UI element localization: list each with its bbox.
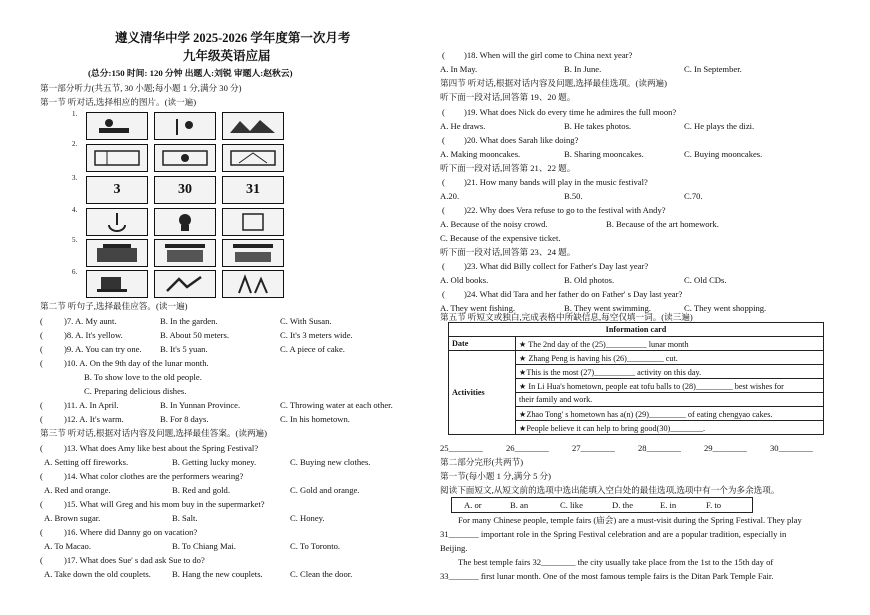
sec5-heading: 第五节 听短文或独白,完成表格中所缺信息,每空仅填一词。(读三遍) bbox=[440, 312, 693, 322]
calendar-day: 3 bbox=[113, 182, 121, 197]
q13-a[interactable]: A. Setting off fireworks. bbox=[44, 457, 129, 467]
choice-d: D. the bbox=[612, 500, 634, 510]
q17-b[interactable]: B. Hang the new couplets. bbox=[172, 569, 263, 579]
q19-a[interactable]: A. He draws. bbox=[440, 121, 486, 131]
picture-option[interactable] bbox=[86, 239, 148, 267]
q15-stem: )15. What will Greg and his mom buy in the supermarket? bbox=[64, 499, 265, 509]
picture-option[interactable] bbox=[86, 208, 148, 236]
q12-b[interactable]: B. For 8 days. bbox=[160, 414, 209, 424]
zoo-picture[interactable] bbox=[222, 239, 284, 267]
activity-row: ★ In Li Hua's hometown, people eat tofu balls to (28)_________ best wishes for bbox=[516, 379, 824, 393]
q22-stem: )22. Why does Vera refuse to go to the festival with Andy? bbox=[464, 205, 666, 215]
picture-option[interactable] bbox=[222, 270, 284, 298]
row-label-6: 6. bbox=[72, 268, 78, 276]
picture-option[interactable] bbox=[222, 144, 284, 172]
exam-title: 遵义清华中学 2025-2026 学年度第一次月考 bbox=[115, 31, 351, 45]
choice-c: C. like bbox=[560, 500, 583, 510]
q20-stem: )20. What does Sarah like doing? bbox=[464, 135, 579, 145]
q20-a[interactable]: A. Making mooncakes. bbox=[440, 149, 521, 159]
choice-f: F. to bbox=[706, 500, 722, 510]
q17-stem: )17. What does Sue' s dad ask Sue to do? bbox=[64, 555, 205, 565]
q24-b[interactable]: B. They went swimming. bbox=[564, 303, 651, 313]
part2-instructions: 阅读下面短文,从短文前的选项中选出能填入空白处的最佳选项,选项中有一个为多余选项。 bbox=[440, 485, 780, 495]
q11-c[interactable]: C. Throwing water at each other. bbox=[280, 400, 393, 410]
q21-stem: )21. How many bands will play in the music festival? bbox=[464, 177, 648, 187]
passage-line-1: For many Chinese people, temple fairs (庙会) are a must-visit during the Spring Festival. They play bbox=[458, 515, 802, 525]
q23-a[interactable]: A. Old books. bbox=[440, 275, 489, 285]
calendar-day: 30 bbox=[178, 182, 192, 197]
answer-blank-28[interactable]: 28________ bbox=[638, 443, 681, 453]
answer-blank-25[interactable]: 25________ bbox=[440, 443, 483, 453]
q17-c[interactable]: C. Clean the door. bbox=[290, 569, 353, 579]
passage-line-3: Beijing. bbox=[440, 543, 468, 553]
row-label-2: 2. bbox=[72, 140, 78, 148]
picture-row-4 bbox=[86, 208, 284, 236]
q10-b[interactable]: B. To show love to the old people. bbox=[84, 372, 202, 382]
table-header: Information card bbox=[449, 323, 824, 337]
part2-sec1: 第一节(每小题 1 分,满分 5 分) bbox=[440, 471, 551, 481]
q13-stem: )13. What does Amy like best about the Spring Festival? bbox=[64, 443, 259, 453]
q11-a[interactable]: )11. A. In April. bbox=[64, 400, 119, 410]
passage-line-4: The best temple fairs 32________ the city usually take place from the 1st to the 15th day of bbox=[458, 557, 774, 567]
q16-stem: )16. Where did Danny go on vacation? bbox=[64, 527, 198, 537]
q13-c[interactable]: C. Buying new clothes. bbox=[290, 457, 371, 467]
q12-c[interactable]: C. In his hometown. bbox=[280, 414, 350, 424]
q23-stem: )23. What did Billy collect for Father's Day last year? bbox=[464, 261, 649, 271]
q24-a[interactable]: A. They went fishing. bbox=[440, 303, 516, 313]
q24-stem: )24. What did Tara and her father do on Father' s Day last year? bbox=[464, 289, 683, 299]
row-label-1: 1. bbox=[72, 110, 78, 118]
q10-c[interactable]: C. Preparing delicious dishes. bbox=[84, 386, 187, 396]
exam-meta: (总分:150 时间: 120 分钟 出题人:刘锐 审题人:赵秋云) bbox=[88, 68, 293, 78]
q23-c[interactable]: C. Old CDs. bbox=[684, 275, 727, 285]
q18-stem: )18. When will the girl come to China next year? bbox=[464, 50, 633, 60]
activity-row: ★Zhao Tong' s hometown has a(n) (29)_________ of eating chengyao cakes. bbox=[516, 407, 824, 421]
q19-b[interactable]: B. He takes photos. bbox=[564, 121, 632, 131]
activity-row: ★People believe it can help to bring good(30)________. bbox=[516, 421, 824, 435]
picture-row-2 bbox=[86, 144, 284, 172]
answer-blank-26[interactable]: 26________ bbox=[506, 443, 549, 453]
part1-sec1: 第一节 听对话,选择相应的图片。(读一遍) bbox=[40, 97, 197, 107]
row-label-3: 3. bbox=[72, 174, 78, 182]
part1-heading: 第一部分听力(共五节, 30 小题;每小题 1 分,满分 30 分) bbox=[40, 83, 242, 93]
choice-e: E. in bbox=[660, 500, 677, 510]
picture-row-3 bbox=[86, 176, 284, 204]
picture-option[interactable] bbox=[86, 144, 148, 172]
q18-a[interactable]: A. In May. bbox=[440, 64, 478, 74]
picture-option[interactable] bbox=[222, 208, 284, 236]
date-label: Date bbox=[449, 337, 516, 351]
q15-b[interactable]: B. Salt. bbox=[172, 513, 198, 523]
picture-row-6 bbox=[86, 270, 284, 298]
q9-b[interactable]: B. It's 5 yuan. bbox=[160, 344, 208, 354]
q20-b[interactable]: B. Sharing mooncakes. bbox=[564, 149, 644, 159]
q8-a[interactable]: )8. A. It's yellow. bbox=[64, 330, 123, 340]
picture-row-5 bbox=[86, 239, 284, 267]
sec4-heading: 第四节 听对话,根据对话内容及问题,选择最佳选项。(读两遍) bbox=[440, 78, 668, 88]
calendar-option[interactable] bbox=[154, 176, 216, 204]
calendar-option[interactable] bbox=[222, 176, 284, 204]
q20-c[interactable]: C. Buying mooncakes. bbox=[684, 149, 763, 159]
exam-subtitle: 九年级英语应届 bbox=[183, 49, 271, 63]
q17-a[interactable]: A. Take down the old couplets. bbox=[44, 569, 151, 579]
q13-b[interactable]: B. Getting lucky money. bbox=[172, 457, 257, 467]
q14-stem: )14. What color clothes are the performers wearing? bbox=[64, 471, 244, 481]
q10-a[interactable]: )10. A. On the 9th day of the lunar month. bbox=[64, 358, 209, 368]
q24-c[interactable]: C. They went shopping. bbox=[684, 303, 767, 313]
q16-a[interactable]: A. To Macao. bbox=[44, 541, 91, 551]
q9-a[interactable]: )9. A. You can try one. bbox=[64, 344, 142, 354]
activity-row: ★This is the most (27)__________ activity on this day. bbox=[516, 365, 824, 379]
dialogue2-note: 听下面一段对话,回答第 21、22 题。 bbox=[440, 163, 576, 173]
q15-a[interactable]: A. Brown sugar. bbox=[44, 513, 101, 523]
choice-a: A. or bbox=[464, 500, 482, 510]
q19-c[interactable]: C. He plays the dizi. bbox=[684, 121, 755, 131]
picture-option[interactable] bbox=[154, 270, 216, 298]
q16-c[interactable]: C. To Toronto. bbox=[290, 541, 341, 551]
row-label-5: 5. bbox=[72, 236, 78, 244]
activity-row: ★ Zhang Peng is having his (26)_________ cut. bbox=[516, 351, 824, 365]
q15-c[interactable]: C. Honey. bbox=[290, 513, 325, 523]
q14-a[interactable]: A. Red and orange. bbox=[44, 485, 111, 495]
museum-picture[interactable] bbox=[154, 239, 216, 267]
picture-option[interactable] bbox=[86, 270, 148, 298]
q8-b[interactable]: B. About 50 meters. bbox=[160, 330, 229, 340]
activities-label: Activities bbox=[449, 351, 516, 435]
row-label-4: 4. bbox=[72, 206, 78, 214]
q8-c[interactable]: C. It's 3 meters wide. bbox=[280, 330, 353, 340]
picture-option[interactable] bbox=[154, 208, 216, 236]
q9-c[interactable]: C. A piece of cake. bbox=[280, 344, 345, 354]
answer-blank-27[interactable]: 27________ bbox=[572, 443, 615, 453]
choice-b: B. an bbox=[510, 500, 529, 510]
right-column: ( )18. When will the girl come to China next year? A. In May. B. In June. C. In September. 第四节 听对话,根据对话内容及问题,选择最佳选项。(读两遍) 听下面一段对话,回答第 19、20 题。 ( )19. What does Nick do every time he admires the full moon? A. He draws. B. He takes photos. C. He plays the dizi. ( )20. What does Sarah like doing? A. Making mooncakes. B. Sharing mooncakes. C. Buying mooncakes. 听下面一段对话,回答第 21、22 题。 ( )21. How many bands will play in the music festival? A.20. B.50. C.70. ( )22. Why does Vera refuse to go to the festival with Andy? A. Because of the noisy crowd. B. Because of the art homework. C. Because of the expensive ticket. 听下面一段对话,回答第 23、24 题。 ( )23. What did Billy collect for Father's Day last year? A. Old books. B. Old photos. C. Old CDs. ( )24. What did Tara and her father do on Father' s Day last year? A. They went fishing. B. They went swimming. C. They went shopping. 第五节 听短文或独白,完成表格中所缺信息,每空仅填一词。(读三遍) bbox=[440, 50, 767, 322]
word-choice-box bbox=[451, 497, 753, 513]
date-row: ★ The 2nd day of the (25)__________ lunar month bbox=[516, 337, 824, 351]
q18-c[interactable]: C. In September. bbox=[684, 64, 742, 74]
q22-a[interactable]: A. Because of the noisy crowd. bbox=[440, 219, 548, 229]
part1-sec2: 第二节 听句子,选择最佳应答。(读一遍) bbox=[40, 301, 188, 311]
q18-b[interactable]: B. In June. bbox=[564, 64, 602, 74]
picture-option[interactable] bbox=[154, 144, 216, 172]
q22-b[interactable]: B. Because of the art homework. bbox=[606, 219, 719, 229]
information-card-table bbox=[448, 322, 824, 435]
q22-c[interactable]: C. Because of the expensive ticket. bbox=[440, 233, 561, 243]
passage-line-5: 33_______ first lunar month. One of the most famous temple fairs is the Ditan Park Temple Fair. bbox=[440, 571, 774, 581]
q21-c[interactable]: C.70. bbox=[684, 191, 703, 201]
dialogue3-note: 听下面一段对话,回答第 23、24 题。 bbox=[440, 247, 576, 257]
answer-blank-30[interactable]: 30________ bbox=[770, 443, 813, 453]
q21-b[interactable]: B.50. bbox=[564, 191, 583, 201]
part2-heading: 第二部分完形(共两节) bbox=[440, 457, 524, 467]
dialogue1-note: 听下面一段对话,回答第 19、20 题。 bbox=[440, 92, 576, 102]
q7-b[interactable]: B. In the garden. bbox=[160, 316, 218, 326]
left-column: 遵义清华中学 2025-2026 学年度第一次月考 九年级英语应届 (总分:150 时间: 120 分钟 出题人:刘锐 审题人:赵秋云) 第一部分听力(共五节, 30 小题;每小题 1 分,满分 30 分) 第一节 听对话,选择相应的图片。(读一遍) 1. 2. 3. 3 30 31 4. 5. 6. 第二节 听句子,选择最佳应答。(读一遍) ( )7. A. My aunt. B. In the garden. C. With Susan. ( )8. A. It's yellow. B. About 50 meters. C. It's 3 meters wide. ( )9. A. You can try one. B. It's 5 yuan. C. A piece of cake. ( )10. A. On the 9th day of the lunar month. B. To show love to the old people. C. Preparing delicious dishes. ( )11. A. In April. B. In Yunnan Province. C. Throwing water at each other. ( )12. A. It's warm. B. For 8 days. C. In his hometown. 第三节 听对话,根据对话内容及问题,选择最佳答案。(读两遍) ( )13. What does Amy like best about the Spring Festival? A. Setting off fireworks. B. Getting lucky money. C. Buying new clothes. ( )14. What color clothes are the performers wearing? A. Red and orange. B. Red and gold. C. Gold and orange. ( )15. What will Greg and his mom buy in the supermarket? A. Brown sugar. B. Salt. C. Honey. ( )16. Where did Danny go on vacation? A. To Macao. B. To Chiang Mai. C. To Toronto. ( )17. What does Sue' s dad ask Sue to do? A. Take down the old couplets. B. Hang the new couplets. C. Clean the door. bbox=[40, 31, 393, 579]
q14-b[interactable]: B. Red and gold. bbox=[172, 485, 231, 495]
picture-row-1 bbox=[86, 112, 284, 140]
picture-option[interactable] bbox=[222, 112, 284, 140]
part1-sec3: 第三节 听对话,根据对话内容及问题,选择最佳答案。(读两遍) bbox=[40, 428, 268, 438]
q19-stem: )19. What does Nick do every time he admires the full moon? bbox=[464, 107, 677, 117]
q14-c[interactable]: C. Gold and orange. bbox=[290, 485, 360, 495]
picture-option[interactable] bbox=[154, 112, 216, 140]
q16-b[interactable]: B. To Chiang Mai. bbox=[172, 541, 236, 551]
answer-blank-29[interactable]: 29________ bbox=[704, 443, 747, 453]
q7-a[interactable]: )7. A. My aunt. bbox=[64, 316, 117, 326]
activity-row: their family and work. bbox=[516, 393, 824, 407]
calendar-option[interactable] bbox=[86, 176, 148, 204]
picture-option[interactable] bbox=[86, 112, 148, 140]
q11-b[interactable]: B. In Yunnan Province. bbox=[160, 400, 241, 410]
q23-b[interactable]: B. Old photos. bbox=[564, 275, 615, 285]
q12-a[interactable]: )12. A. It's warm. bbox=[64, 414, 124, 424]
passage-line-2: 31_______ important role in the Spring Festival celebration and are a popular tradition, especially in bbox=[440, 529, 787, 539]
q21-a[interactable]: A.20. bbox=[440, 191, 460, 201]
q7-c[interactable]: C. With Susan. bbox=[280, 316, 332, 326]
calendar-day: 31 bbox=[246, 182, 260, 197]
